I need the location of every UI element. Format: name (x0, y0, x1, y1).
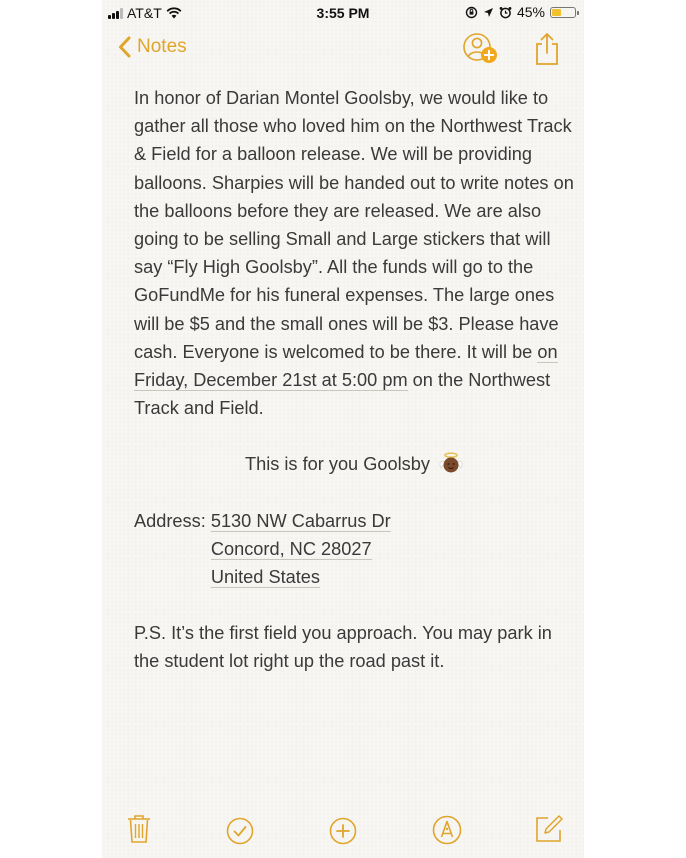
battery-icon (550, 7, 576, 18)
address-block (134, 507, 574, 592)
checklist-button[interactable] (226, 817, 254, 850)
address-lines (211, 507, 391, 592)
address-label: Address: (134, 510, 211, 531)
plus-circle-icon (329, 817, 357, 845)
address-country-link[interactable]: United States (210, 567, 321, 588)
compose-icon (534, 814, 564, 844)
carrier-label: AT&T (127, 5, 162, 21)
pen-tip-icon (432, 815, 462, 845)
chevron-left-icon (118, 36, 131, 58)
note-paragraph (134, 84, 574, 422)
markup-button[interactable] (432, 815, 462, 850)
checkmark-circle-icon (226, 817, 254, 845)
angel-emoji-icon (439, 452, 463, 474)
ps-paragraph: P.S. It’s the first field you approach. You may park in the student lot right up the road past it. (134, 623, 552, 672)
alarm-icon (499, 6, 512, 19)
share-button[interactable] (534, 32, 560, 71)
bottom-toolbar (102, 800, 584, 858)
trash-icon (127, 814, 151, 844)
clock: 3:55 PM (316, 5, 370, 21)
back-label: Notes (137, 36, 187, 57)
navigation-bar (102, 26, 584, 76)
delete-button[interactable] (127, 814, 151, 849)
battery-percent: 45% (516, 4, 545, 20)
compose-button[interactable] (534, 814, 564, 849)
add-attachment-button[interactable] (329, 817, 357, 850)
add-person-icon (462, 32, 502, 66)
dedication-text: This is for you Goolsby (244, 454, 430, 475)
status-bar (102, 0, 584, 26)
dedication-line (134, 450, 574, 478)
battery-fill (552, 9, 561, 16)
notes-screen (102, 0, 584, 858)
share-icon (534, 32, 560, 66)
note-body[interactable] (134, 84, 574, 676)
location-icon (483, 7, 494, 18)
address-city-link[interactable]: Concord, NC 28027 (210, 538, 372, 559)
back-button[interactable] (118, 36, 187, 58)
note-text: In honor of Darian Montel Goolsby, we would like to gather all those who loved him on the Northwest Track & Field for a balloon release. We will be providing balloons. Sharpies will be handed out to write notes on the balloons before they are released. We are also going to be selling Small and Large stickers that will say “Fly High Goolsby”. All the funds will go to the GoFundMe for his funeral expenses. The large ones will be $5 and the small ones will be $3. Please have cash. Everyone is welcomed to be there. It will be (134, 88, 574, 362)
address-street-link[interactable]: 5130 NW Cabarrus Dr (210, 510, 391, 531)
rotation-lock-icon (465, 6, 478, 19)
add-people-button[interactable] (462, 32, 502, 71)
event-date-link[interactable]: on Friday, December 21st at 5:00 pm (134, 341, 558, 391)
note-text-end: on the Northwest Track and Field. (134, 370, 551, 419)
